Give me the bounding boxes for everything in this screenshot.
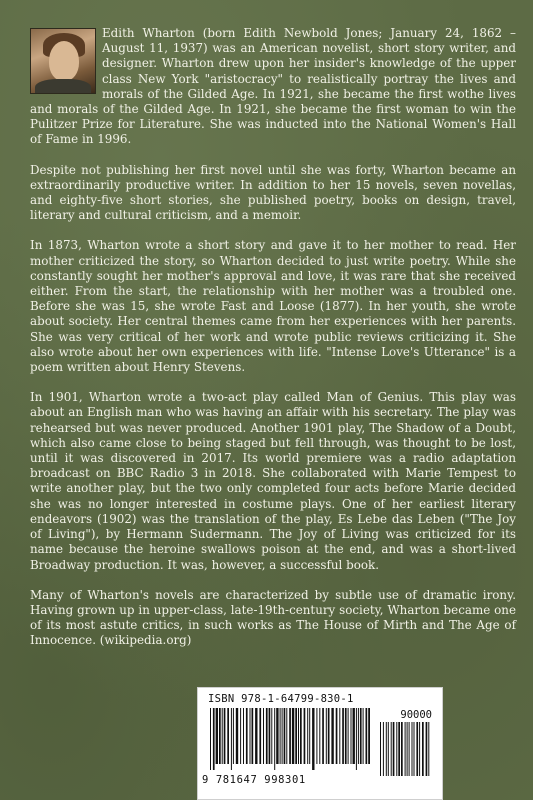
barcode-bar (339, 708, 340, 764)
barcode-bar (331, 708, 333, 764)
barcode-bar (393, 722, 395, 776)
isbn-barcode (197, 687, 443, 800)
barcode-bar (360, 708, 362, 764)
barcode-bar (336, 708, 338, 764)
barcode-bar (266, 708, 268, 764)
barcode-bar (380, 722, 381, 776)
barcode-bar (213, 708, 215, 770)
barcode-bar (351, 708, 352, 764)
barcode-bar (401, 722, 403, 776)
barcode-bar (304, 708, 306, 764)
barcode-bar (316, 708, 317, 764)
barcode-main-bars (210, 708, 370, 770)
barcode-bar (307, 708, 308, 764)
paragraph-4: In 1901, Wharton wrote a two-act play called Man of Genius. This play was about an English man who was having an affair with his secretary. The play was rehearsed but was never produced. Another 1901 play, The Shadow of a Doubt, which also came close to being staged but fell through, was thought to be lost, until it was discovered in 2017. Its world premiere was a radio adaptation broadcast on BBC Radio 3 in 2018. She collaborated with Marie Tempest to write another play, but the two only completed four acts before Marie decided she was no longer interested in costume plays. One of her earliest literary endeavors (1902) was the translation of the play, Es Lebe das Leben ("The Joy of Living"), by Hermann Sudermann. The Joy of Living was criticized for its name because the heroine swallows poison at the end, and was a short-lived Broadway production. It was, however, a successful book. (30, 390, 516, 572)
barcode-bar (227, 708, 229, 764)
barcode-bar (416, 722, 418, 776)
barcode-bar (276, 708, 278, 764)
barcode-bar (295, 708, 297, 764)
barcode-bar (216, 708, 218, 764)
barcode-addon-bars (380, 722, 430, 782)
paragraph-1-text: Edith Wharton (born Edith Newbold Jones; January 24, 1862 – August 11, 1937) was an American novelist, short story writer, and designer. Wharton drew upon her insider's knowledge of the upper class New York "aristocracy" to realistically portray the lives and morals of the Gilded Age. In 1921, she became the first wothe lives and morals of the Gilded Age. In 1921, she became the first woman to win the Pulitzer Prize for Literature. She was inducted into the National Women's Hall of Fame in 1996. (30, 26, 516, 147)
barcode-bar (259, 708, 261, 764)
barcode-bar (309, 708, 310, 764)
barcode-bar (300, 708, 302, 764)
price-code: 90000 (400, 709, 432, 721)
barcode-bar (210, 708, 211, 770)
barcode-bar (358, 708, 359, 764)
barcode-bar (363, 708, 364, 764)
barcode-bar (243, 708, 244, 764)
barcode-bar (246, 708, 248, 764)
barcode-bar (255, 708, 257, 764)
barcode-bar (428, 722, 429, 776)
author-portrait (30, 28, 96, 94)
barcode-bar (426, 722, 428, 776)
barcode-bar (342, 708, 344, 764)
barcode-bar (409, 722, 410, 776)
barcode-bar (289, 708, 291, 764)
barcode-bar (353, 708, 355, 764)
barcode-bar (328, 708, 330, 764)
barcode-bar (252, 708, 254, 764)
barcode-bar (269, 708, 271, 764)
barcode-bar (224, 708, 226, 764)
barcode-bar (398, 722, 400, 776)
barcode-bar (326, 708, 327, 764)
barcode-bar (391, 722, 392, 776)
barcode-bar (366, 708, 368, 764)
barcode-bar (322, 708, 324, 764)
barcode-bar (222, 708, 223, 764)
paragraph-1 (30, 26, 516, 148)
paragraph-5: Many of Wharton's novels are characterized by subtle use of dramatic irony. Having grown up in upper-class, late-19th-century society, Wharton became one of its most astute critics, in such works as The House of Mirth and The Age of Innocence. (wikipedia.org) (30, 587, 516, 648)
barcode-bar (236, 708, 238, 764)
back-cover-text (30, 26, 516, 664)
barcode-bar (271, 708, 272, 764)
barcode-bar (219, 708, 221, 764)
barcode-bar (386, 722, 387, 776)
barcode-digits: 9 781647 998301 (202, 774, 306, 786)
barcode-bar (383, 722, 384, 776)
barcode-bar (284, 708, 286, 764)
barcode-bar (233, 708, 234, 764)
barcode-bar (405, 722, 406, 776)
barcode-bar (388, 722, 389, 776)
barcode-bar (274, 708, 275, 770)
barcode-bar (282, 708, 283, 764)
barcode-bar (412, 722, 413, 776)
barcode-bar (319, 708, 320, 764)
barcode-bar (250, 708, 251, 764)
barcode-bar (292, 708, 294, 764)
barcode-bar (348, 708, 349, 764)
barcode-bar (407, 722, 408, 776)
barcode-bar (396, 722, 397, 776)
barcode-bar (414, 722, 415, 776)
barcode-bar (422, 722, 424, 776)
paragraph-2: Despite not publishing her first novel until she was forty, Wharton became an extraordinarily productive writer. In addition to her 15 novels, seven novellas, and eighty-five short stories, she published poetry, books on design, travel, literary and cultural criticism, and a memoir. (30, 162, 516, 223)
barcode-bar (368, 708, 370, 764)
barcode-bar (263, 708, 264, 764)
barcode-bar (345, 708, 347, 764)
barcode-bar (280, 708, 281, 764)
barcode-bar (312, 708, 314, 770)
barcode-bar (356, 708, 357, 770)
barcode-bar (286, 708, 287, 764)
barcode-bar (298, 708, 299, 764)
barcode-bar (231, 708, 232, 770)
paragraph-3: In 1873, Wharton wrote a short story and gave it to her mother to read. Her mother criticized the story, so Wharton decided to just write poetry. While she constantly sought her mother's approval and love, it was rare that she received either. From the start, the relationship with her mother was a troubled one. Before she was 15, she wrote Fast and Loose (1877). In her youth, she wrote about society. Her central themes came from her experiences with her parents. She was very critical of her work and wrote public reviews criticizing it. She also wrote about her own experiences with life. "Intense Love's Utterance" is a poem written about Henry Stevens. (30, 238, 516, 375)
barcode-bar (240, 708, 241, 764)
barcode-bar (419, 722, 420, 776)
isbn-label: ISBN 978-1-64799-830-1 (208, 693, 354, 705)
